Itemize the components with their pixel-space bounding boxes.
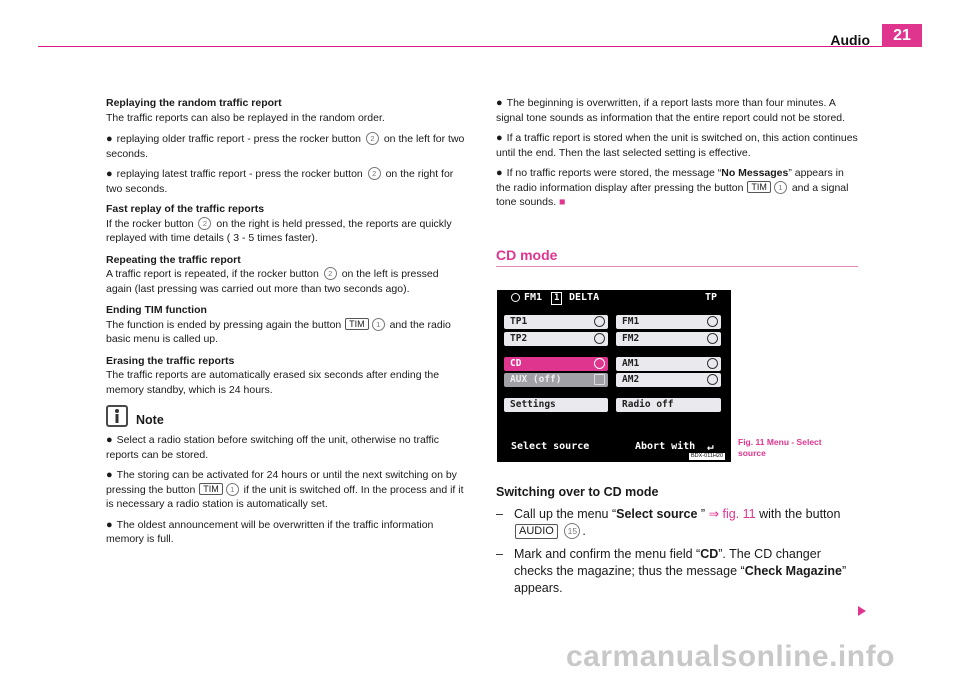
- replay-heading: Replaying the random traffic report: [106, 97, 282, 109]
- radio-off-button[interactable]: Radio off: [616, 398, 721, 412]
- repeat-heading: Repeating the traffic report: [106, 253, 241, 266]
- repeat-text: A traffic report is repeated, if the rocker button 2 on the left is pressed again (last pressing was carried out more than two seconds ago).: [106, 268, 439, 295]
- fast-text: If the rocker button 2 on the right is held pressed, the reports are quickly replayed with time details ( 3 - 5 times faster).: [106, 217, 452, 244]
- source-am1-button[interactable]: AM1: [616, 357, 721, 371]
- right-column: [496, 96, 858, 267]
- source-fm1-button[interactable]: FM1: [616, 315, 721, 329]
- switching-heading: Switching over to CD mode: [496, 485, 659, 499]
- cd-mode-heading: CD mode: [496, 248, 858, 268]
- abort-label: Abort with: [635, 441, 696, 452]
- replay-bullet-2: ● replaying latest traffic report - press the rocker button 2 on the right for two seconds.: [106, 168, 454, 195]
- source-fm2-button[interactable]: FM2: [616, 332, 721, 346]
- settings-button[interactable]: Settings: [504, 398, 608, 412]
- ending-heading: Ending TIM function: [106, 304, 207, 316]
- tim-key: TIM: [199, 483, 223, 495]
- note-bullet-1: ● Select a radio station before switching off the unit, otherwise no traffic reports can be stored.: [106, 434, 440, 461]
- button-15-icon: 15: [564, 523, 580, 539]
- source-tp1-button[interactable]: TP1: [504, 315, 608, 329]
- radio-icon: [707, 374, 718, 385]
- tim-key: TIM: [345, 318, 369, 330]
- page-number: 21: [882, 24, 922, 47]
- note-bullet-3: ● The oldest announcement will be overwritten if the traffic information memory is full.: [106, 518, 434, 545]
- display-band: FM1: [524, 292, 543, 303]
- figure-link[interactable]: ⇒ fig. 11: [708, 507, 756, 521]
- source-tp2-button[interactable]: TP2: [504, 332, 608, 346]
- display-tp: TP: [705, 292, 718, 303]
- button-2-icon: 2: [198, 217, 211, 230]
- figure-code: BDX-011H20: [691, 453, 723, 459]
- display-preset: 1: [551, 292, 562, 305]
- note-header: [106, 405, 466, 427]
- right-bullet-1: ● The beginning is overwritten, if a report lasts more than four minutes. A signal tone sounds as information that the entire report could not be stored.: [496, 97, 846, 124]
- fast-heading: Fast replay of the traffic reports: [106, 203, 265, 215]
- left-column: [106, 96, 466, 553]
- radio-display: [497, 290, 731, 462]
- watermark: carmanualsonline.info: [566, 640, 895, 673]
- radio-icon: [707, 333, 718, 344]
- tim-key: TIM: [747, 181, 771, 193]
- audio-key: AUDIO: [515, 524, 558, 539]
- right-bullet-3: ● If no traffic reports were stored, the message “No Messages” appears in the radio information display after pressing the button TIM 1 and a signal tone sounds. ■: [496, 167, 849, 208]
- source-am2-button[interactable]: AM2: [616, 373, 721, 387]
- section-title: Audio: [830, 32, 870, 48]
- button-1-icon: 1: [226, 483, 239, 496]
- note-title: Note: [136, 412, 164, 427]
- radio-icon: [707, 358, 718, 369]
- right-bullet-2: ● If a traffic report is stored when the unit is switched on, this action continues until the end. Then the last selected setting is effective.: [496, 132, 858, 159]
- aux-icon: [594, 374, 605, 385]
- cd-icon: [594, 358, 605, 369]
- source-aux-button[interactable]: AUX (off): [504, 373, 608, 387]
- note-bullet-2: ● The storing can be activated for 24 hours or until the next switching on by pressing the button TIM 1 if the unit is switched off. In the process and if it is necessary a radio station is automatically set.: [106, 469, 464, 510]
- select-source-label: Select source: [511, 441, 590, 452]
- display-top-bar: [497, 290, 731, 308]
- switching-section: [496, 484, 858, 603]
- figure-caption: Fig. 11 Menu - Select source: [738, 437, 822, 458]
- replay-intro: The traffic reports can also be replayed in the random order.: [106, 111, 385, 124]
- button-2-icon: 2: [324, 267, 337, 280]
- erase-heading: Erasing the traffic reports: [106, 354, 235, 367]
- end-square-icon: ■: [559, 196, 566, 208]
- next-page-arrow-icon[interactable]: [858, 606, 866, 616]
- button-2-icon: 2: [368, 167, 381, 180]
- source-cd-button[interactable]: CD: [504, 357, 608, 371]
- ending-text: The function is ended by pressing again the button TIM 1 and the radio basic menu is called up.: [106, 318, 451, 345]
- button-2-icon: 2: [366, 132, 379, 145]
- note-icon: [106, 405, 128, 427]
- replay-bullet-1: ● replaying older traffic report - press the rocker button 2 on the left for two seconds.: [106, 133, 465, 160]
- step-2: – Mark and confirm the menu field “CD”. The CD changer checks the magazine; thus the message “Check Magazine” appears.: [496, 546, 858, 597]
- button-1-icon: 1: [774, 181, 787, 194]
- return-icon: ↵: [707, 440, 714, 453]
- radio-icon: [511, 293, 520, 302]
- radio-icon: [594, 316, 605, 327]
- radio-icon: [707, 316, 718, 327]
- radio-icon: [594, 333, 605, 344]
- header-rule: [38, 46, 922, 47]
- step-1: – Call up the menu “Select source ” ⇒ fig. 11 with the button AUDIO 15 .: [496, 506, 858, 540]
- display-station: DELTA: [569, 292, 600, 303]
- button-1-icon: 1: [372, 318, 385, 331]
- erase-text: The traffic reports are automatically erased six seconds after ending the memory standby, which is 24 hours.: [106, 369, 440, 396]
